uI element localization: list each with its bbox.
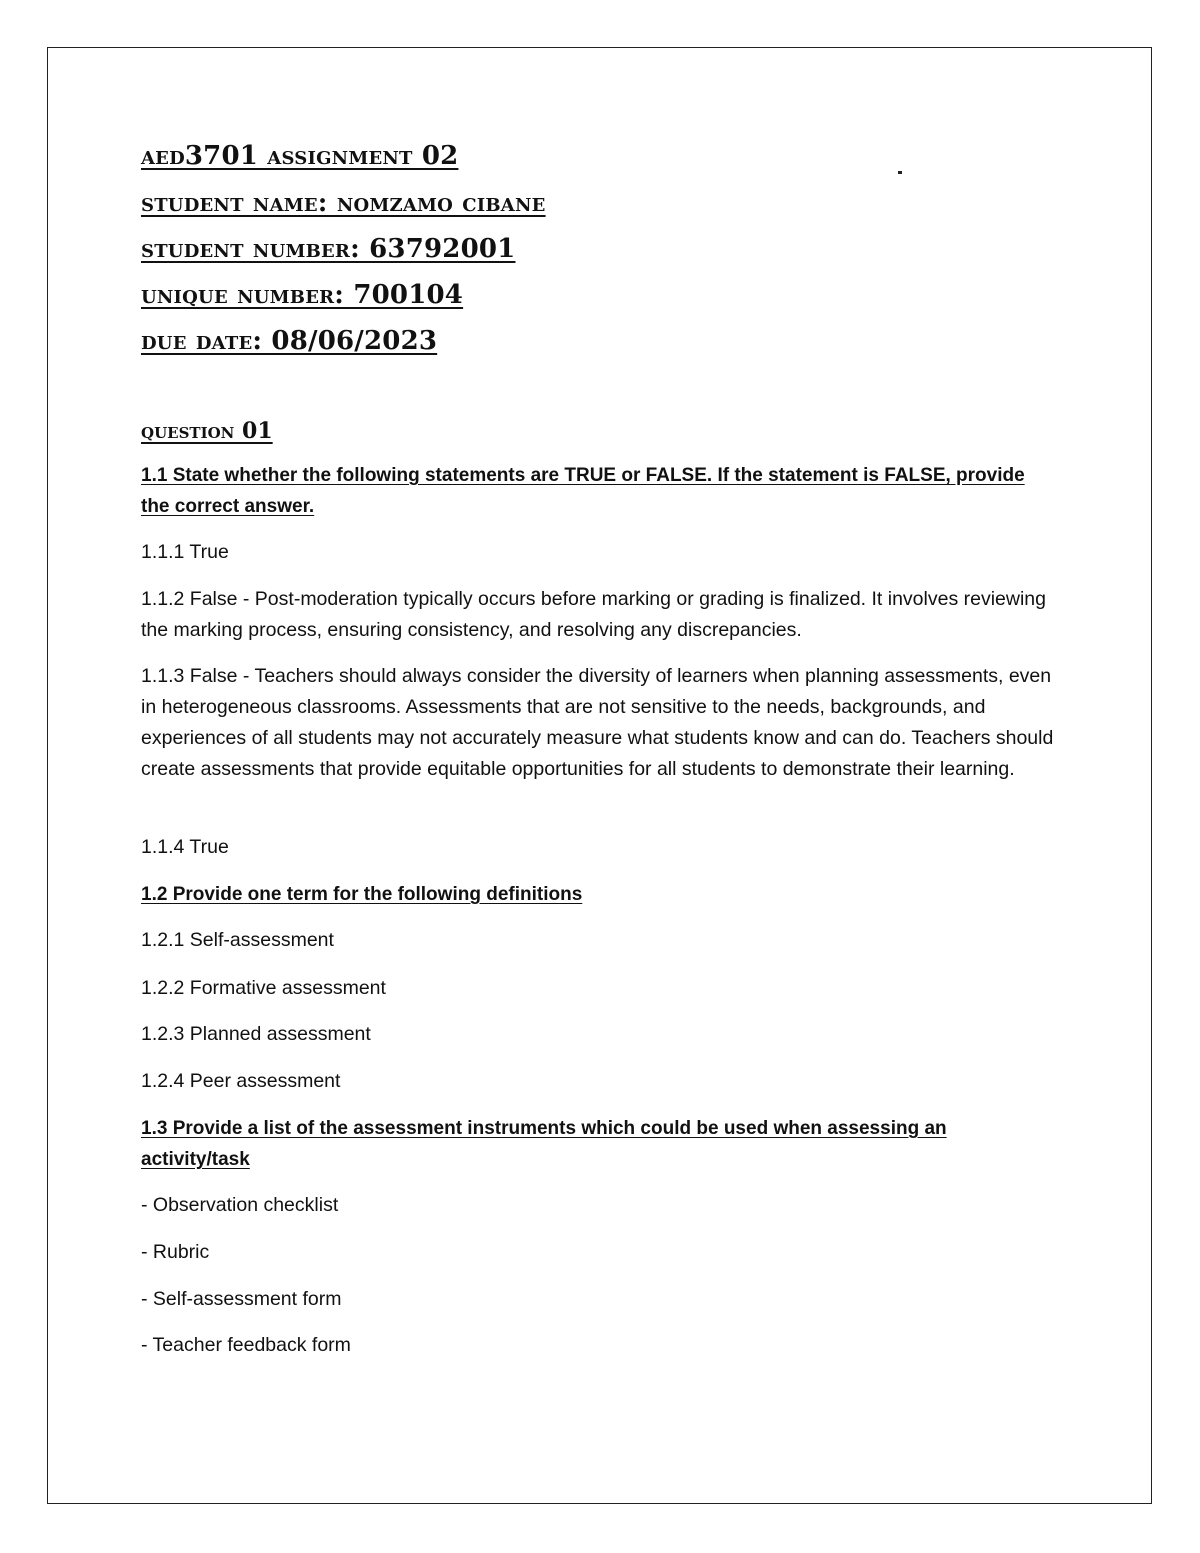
student-number: student number: 63792001 bbox=[141, 234, 516, 264]
instrument-item: - Rubric bbox=[141, 1241, 210, 1263]
instrument-item: - Self-assessment form bbox=[141, 1288, 342, 1310]
answer-1-1-2: 1.1.2 False - Post-moderation typically occurs before marking or grading is finalized. It involves reviewing the marking process, ensuring consistency, and resolving any discrepancies. bbox=[141, 588, 1046, 641]
answer-1-2-4: 1.2.4 Peer assessment bbox=[141, 1070, 341, 1092]
instrument-item: - Teacher feedback form bbox=[141, 1334, 351, 1356]
answer-1-2-3: 1.2.3 Planned assessment bbox=[141, 1023, 371, 1045]
stray-mark bbox=[898, 171, 902, 174]
subquestion-1-3-heading: 1.3 Provide a list of the assessment instruments which could be used when assessing an activity/task bbox=[141, 1118, 947, 1170]
subquestion-1-1-heading: 1.1 State whether the following statements are TRUE or FALSE. If the statement is FALSE, provide the correct answer. bbox=[141, 465, 1025, 517]
answer-1-2-1: 1.2.1 Self-assessment bbox=[141, 929, 334, 951]
answer-1-1-4: 1.1.4 True bbox=[141, 836, 229, 858]
answer-1-1-1: 1.1.1 True bbox=[141, 541, 229, 563]
unique-number: unique number: 700104 bbox=[141, 280, 464, 310]
assignment-title: aed3701 assignment 02 bbox=[141, 141, 459, 171]
instrument-item: - Observation checklist bbox=[141, 1194, 339, 1216]
answer-1-2-2: 1.2.2 Formative assessment bbox=[141, 977, 386, 999]
due-date: due date: 08/06/2023 bbox=[141, 326, 438, 356]
question-title: question 01 bbox=[141, 418, 273, 444]
subquestion-1-2-heading: 1.2 Provide one term for the following definitions bbox=[141, 884, 583, 905]
student-name: student name: nomzamo cibane bbox=[141, 188, 546, 218]
answer-1-1-3: 1.1.3 False - Teachers should always consider the diversity of learners when planning assessments, even in heterogeneous classrooms. Assessments that are not sensitive to the needs, backgrounds, and experiences of all students may not accurately measure what students know and can do. Teachers should create assessments that provide equitable opportunities for all students to demonstrate their learning. bbox=[141, 665, 1054, 780]
